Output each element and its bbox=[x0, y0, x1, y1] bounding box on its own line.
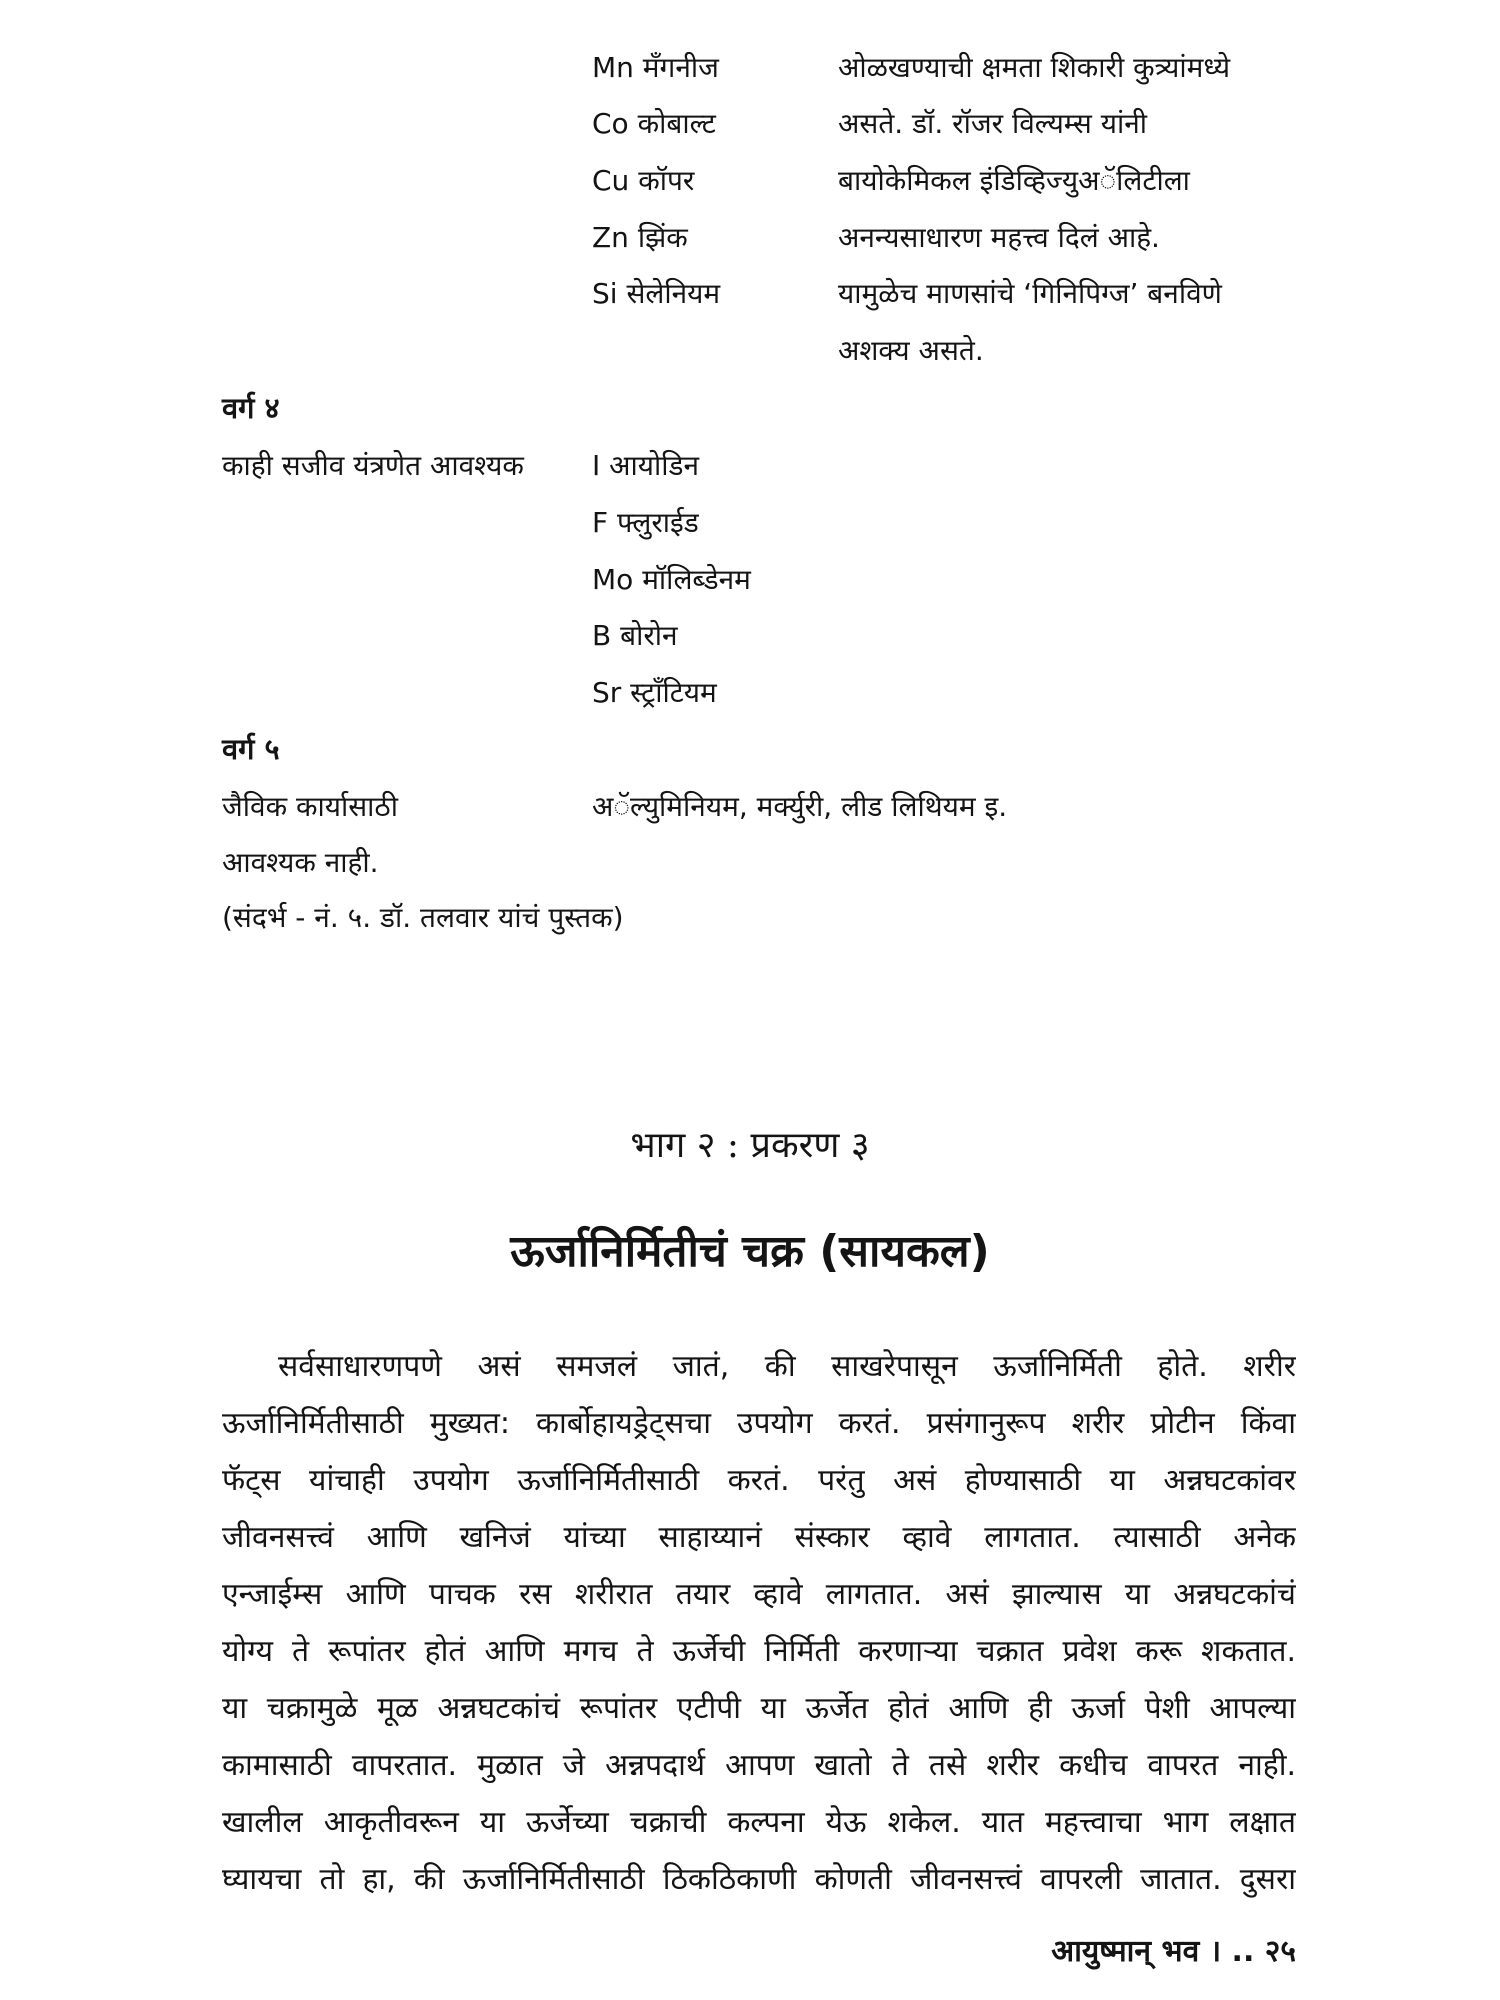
paragraph-line: योग्य ते रूपांतर होतं आणि मगच ते ऊर्जेची निर्मिती करणाऱ्या चक्रात प्रवेश करू शकतात. bbox=[222, 1634, 1296, 1669]
body-paragraph bbox=[222, 1338, 1296, 1908]
paragraph-line: फॅट्स यांचाही उपयोग ऊर्जानिर्मितीसाठी करतं. परंतु असं होण्यासाठी या अन्नघटकांवर bbox=[222, 1463, 1296, 1498]
group-5-heading: वर्ग ५ bbox=[222, 732, 280, 766]
group-4-element: F फ्लुराईड bbox=[592, 506, 699, 539]
paragraph-line: घ्यायचा तो हा, की ऊर्जानिर्मितीसाठी ठिकठिकाणी कोणती जीवनसत्त्वं वापरली जातात. दुसरा bbox=[222, 1862, 1296, 1897]
group-5-label: आवश्यक नाही. bbox=[222, 846, 379, 879]
paragraph-line: एन्जाईम्स आणि पाचक रस शरीरात तयार व्हावे लागतात. असं झाल्यास या अन्नघटकांचं bbox=[222, 1577, 1296, 1612]
group-4-element: Mo मॉलिब्डेनम bbox=[592, 563, 751, 596]
element-description: यामुळेच माणसांचे ‘गिनिपिग्ज’ बनविणे bbox=[838, 277, 1222, 310]
paragraph-line: कामासाठी वापरतात. मुळात जे अन्नपदार्थ आपण खातो ते तसे शरीर कधीच वापरत नाही. bbox=[222, 1748, 1296, 1783]
element-symbol: Mn मँगनीज bbox=[592, 51, 719, 84]
group-4-label: काही सजीव यंत्रणेत आवश्यक bbox=[222, 449, 524, 482]
group-4-heading: वर्ग ४ bbox=[222, 391, 280, 425]
element-description: बायोकेमिकल इंडिव्हिज्युअॅलिटीला bbox=[838, 164, 1190, 197]
reference-note: (संदर्भ - नं. ५. डॉ. तलवार यांचं पुस्तक) bbox=[222, 901, 624, 934]
group-4-element: I आयोडिन bbox=[592, 449, 700, 482]
element-description: असते. डॉ. रॉजर विल्यम्स यांनी bbox=[838, 107, 1148, 140]
page-footer: आयुष्मान् भव । .. २५ bbox=[1051, 1934, 1296, 1969]
element-symbol: Cu कॉपर bbox=[592, 164, 695, 197]
paragraph-line: या चक्रामुळे मूळ अन्नघटकांचं रूपांतर एटीपी या ऊर्जेत होतं आणि ही ऊर्जा पेशी आपल्या bbox=[222, 1691, 1296, 1726]
chapter-title: ऊर्जानिर्मितीचं चक्र (सायकल) bbox=[510, 1226, 990, 1277]
element-symbol: Zn झिंक bbox=[592, 221, 688, 254]
group-4-element: B बोरोन bbox=[592, 619, 678, 652]
group-4-element: Sr स्ट्रॉंटियम bbox=[592, 676, 717, 709]
paragraph-line: सर्वसाधारणपणे असं समजलं जातं, की साखरेपासून ऊर्जानिर्मिती होते. शरीर bbox=[278, 1349, 1296, 1384]
element-symbol: Si सेलेनियम bbox=[592, 277, 721, 310]
element-symbol: Co कोबाल्ट bbox=[592, 107, 716, 140]
paragraph-line: खालील आकृतीवरून या ऊर्जेच्या चक्राची कल्पना येऊ शकेल. यात महत्त्वाचा भाग लक्षात bbox=[222, 1805, 1296, 1840]
element-description: ओळखण्याची क्षमता शिकारी कुत्र्यांमध्ये bbox=[838, 51, 1231, 84]
part-chapter-label: भाग २ : प्रकरण ३ bbox=[630, 1125, 870, 1166]
element-description: अनन्यसाधारण महत्त्व दिलं आहे. bbox=[838, 221, 1160, 254]
element-description: अशक्य असते. bbox=[838, 334, 984, 367]
paragraph-line: ऊर्जानिर्मितीसाठी मुख्यत: कार्बोहायड्रेट्सचा उपयोग करतं. प्रसंगानुरूप शरीर प्रोटीन किंवा bbox=[222, 1406, 1296, 1441]
group-5-elements: अॅल्युमिनियम, मर्क्युरी, लीड लिथियम इ. bbox=[592, 790, 1008, 823]
group-5-label: जैविक कार्यासाठी bbox=[222, 790, 398, 823]
paragraph-line: जीवनसत्त्वं आणि खनिजं यांच्या साहाय्यानं संस्कार व्हावे लागतात. त्यासाठी अनेक bbox=[222, 1520, 1296, 1555]
